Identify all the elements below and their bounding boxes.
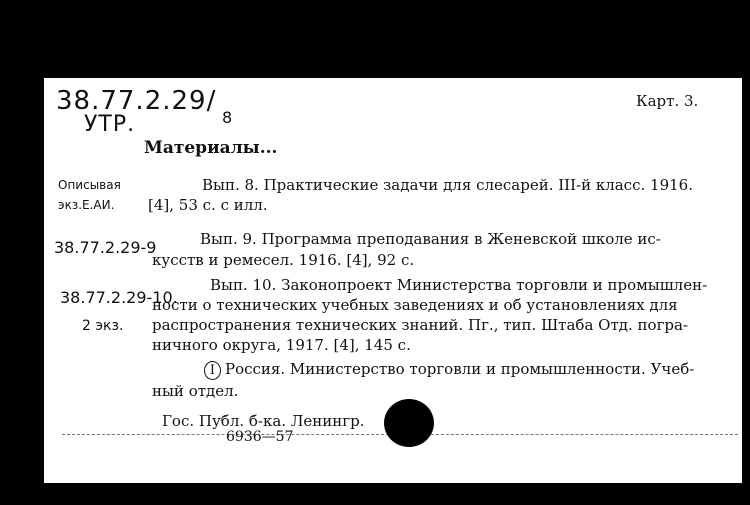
call-number: 38.77.2.29/ <box>56 86 217 116</box>
entry-line: кусств и ремесел. 1916. [4], 92 с. <box>152 251 415 269</box>
entry-call-number: 38.77.2.29-10. <box>60 288 178 307</box>
subject-text: Россия. Министерство торговли и промышленности. Учеб- <box>225 360 695 378</box>
subject-heading <box>204 360 694 380</box>
punch-hole <box>384 399 434 447</box>
library-number: 6936—57 <box>226 429 294 445</box>
entry-call-number: 38.77.2.29-9 <box>54 238 157 257</box>
entry-line: Вып. 8. Практические задачи для слесарей. III-й класс. 1916. <box>202 176 693 194</box>
library-stamp: Гос. Публ. б-ка. Ленингр. <box>162 412 365 430</box>
copies-note: 2 экз. <box>82 318 124 334</box>
entry-line: ности о технических учебных заведениях и об установлениях для <box>152 296 678 314</box>
entry-line: распространения технических знаний. Пг., тип. Штаба Отд. погра- <box>152 316 689 334</box>
scan-border-bottom <box>0 483 750 505</box>
call-suffix: УТР. <box>84 112 136 137</box>
scan-border-left <box>0 0 44 505</box>
entry-line: [4], 53 с. с илл. <box>148 196 268 214</box>
handwritten-note: экз.Е.АИ. <box>58 198 115 212</box>
catalog-card <box>44 80 742 483</box>
entry-line: Вып. 10. Законопроект Министерства торговли и промышлен- <box>210 276 708 294</box>
scan-border-top <box>0 0 750 78</box>
fraction-denominator: 8 <box>222 108 233 127</box>
scan-border-right <box>742 0 750 505</box>
subject-heading-cont: ный отдел. <box>152 382 239 400</box>
handwritten-note: Описывая <box>58 178 121 192</box>
entry-line: Вып. 9. Программа преподавания в Женевской школе ис- <box>200 230 661 248</box>
card-label: Карт. 3. <box>636 92 699 110</box>
subject-marker: I <box>204 361 221 380</box>
entry-line: ничного округа, 1917. [4], 145 с. <box>152 336 411 354</box>
heading-title: Материалы... <box>144 138 278 158</box>
